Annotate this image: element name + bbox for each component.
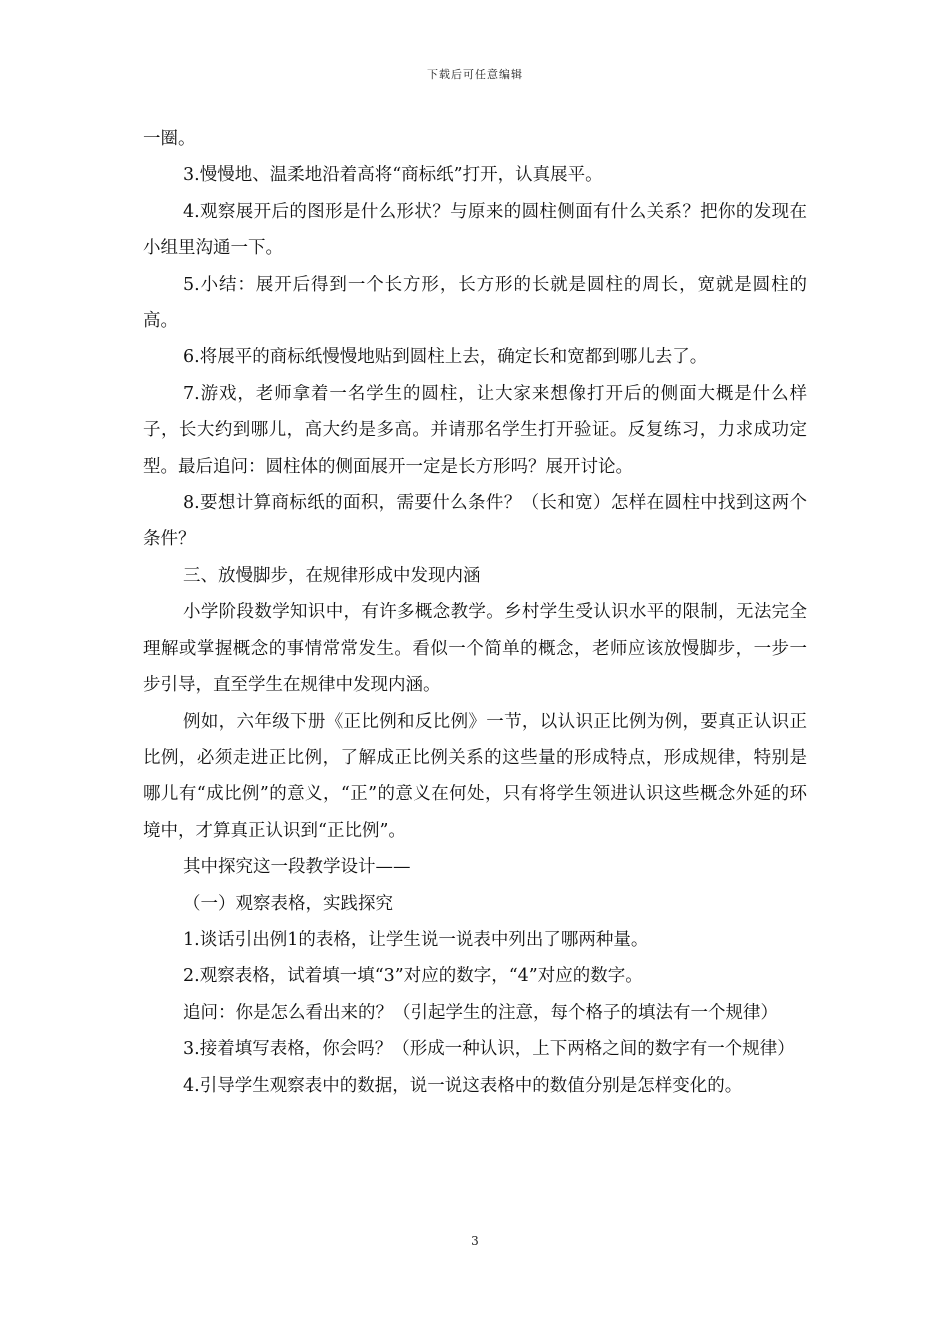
paragraph-4: 6.将展平的商标纸慢慢地贴到圆柱上去，确定长和宽都到哪儿去了。 [183,347,708,368]
paragraph-0: 一圈。 [143,129,196,149]
paragraph-2: 4.观察展开后的图形是什么形状？与原来的圆柱侧面有什么关系？把你的发现在小组里沟通一下。 [143,201,807,259]
paragraph-14: 追问：你是怎么看出来的？（引起学生的注意，每个格子的填法有一个规律） [183,1002,778,1023]
paragraph-16: 4.引导学生观察表中的数据，说一说这表格中的数值分别是怎样变化的。 [183,1075,743,1096]
subsection-heading: （一）观察表格，实践探究 [183,893,393,914]
paragraph-8: 小学阶段数学知识中，有许多概念教学。乡村学生受认识水平的限制，无法完全理解或掌握概念的事情常常发生。看似一个简单的概念，老师应该放慢脚步，一步一步引导，直至学生在规律中发现内涵。 [143,602,807,696]
paragraph-10: 其中探究这一段教学设计—— [183,857,411,878]
paragraph-3: 5.小结：展开后得到一个长方形，长方形的长就是圆柱的周长，宽就是圆柱的高。 [143,274,807,332]
paragraph-13: 2.观察表格，试着填一填“3”对应的数字，“4”对应的数字。 [183,966,643,987]
paragraph-5: 7.游戏，老师拿着一名学生的圆柱，让大家来想像打开后的侧面大概是什么样子，长大约到哪儿，高大约是多高。并请那名学生打开验证。反复练习，力求成功定型。最后追问：圆柱体的侧面展开一定是长方形吗？展开讨论。 [143,383,807,477]
document-body [143,121,807,1104]
paragraph-6: 8.要想计算商标纸的面积，需要什么条件？（长和宽）怎样在圆柱中找到这两个条件？ [143,493,807,550]
page-header: 下载后可任意编辑 [427,68,523,81]
page-number: 3 [471,1234,479,1248]
section-heading: 三、放慢脚步，在规律形成中发现内涵 [183,565,481,586]
paragraph-9: 例如，六年级下册《正比例和反比例》一节，以认识正比例为例，要真正认识正比例，必须走进正比例，了解成正比例关系的这些量的形成特点，形成规律，特别是哪儿有“成比例”的意义，“正”的意义在何处，只有将学生领进认识这些概念外延的环境中，才算真正认识到“正比例”。 [143,711,807,841]
paragraph-1: 3.慢慢地、温柔地沿着高将“商标纸”打开，认真展平。 [183,165,603,186]
paragraph-15: 3.接着填写表格，你会吗？（形成一种认识，上下两格之间的数字有一个规律） [183,1039,795,1060]
paragraph-12: 1.谈话引出例1的表格，让学生说一说表中列出了哪两种量。 [183,929,649,950]
